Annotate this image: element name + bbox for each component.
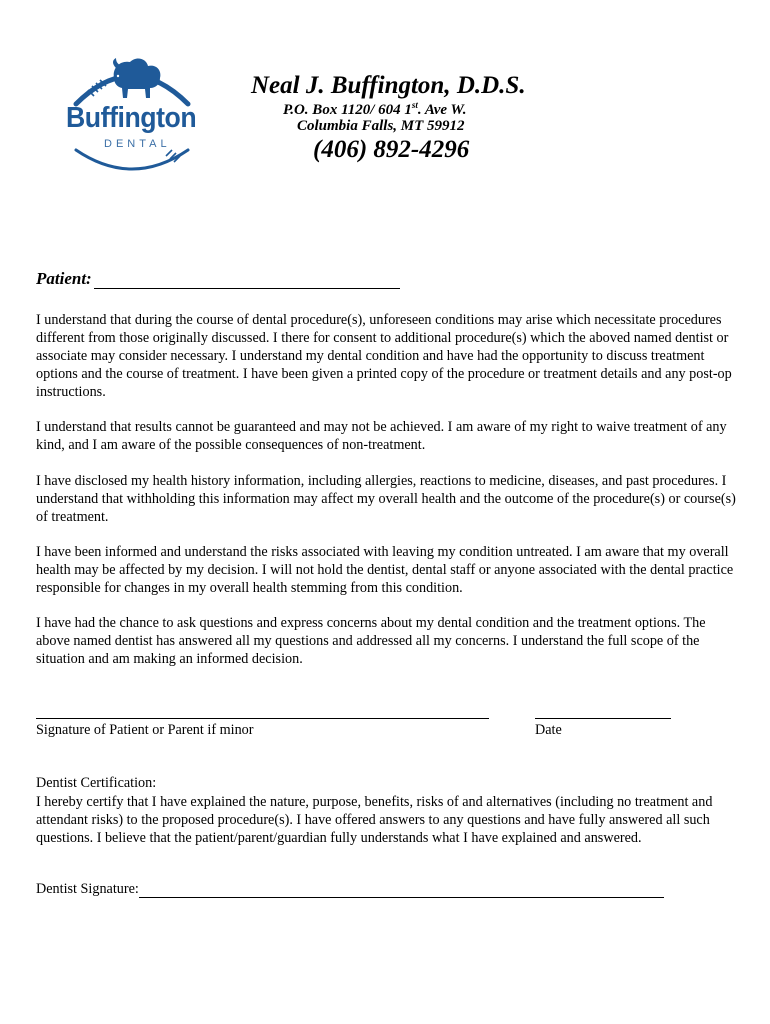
- address-line-1: P.O. Box 1120/ 604 1st. Ave W.: [283, 100, 467, 118]
- consent-paragraph-2: I understand that results cannot be guaranteed and may not be achieved. I am aware of my right to waive treatment of any kind, and I am aware of the possible consequences of non-treatment.: [36, 419, 727, 453]
- patient-signature-line[interactable]: [36, 718, 489, 719]
- patient-label: Patient:: [36, 269, 92, 288]
- dentist-signature-label: Dentist Signature:: [36, 881, 139, 897]
- date-label: Date: [535, 722, 562, 738]
- date-line[interactable]: [535, 718, 671, 719]
- consent-paragraph-3: I have disclosed my health history information, including allergies, reactions to medicine, diseases, and past procedures. I understand that withholding this information may affect my overall health and the outcome of the procedure(s) or course(s) of treatment.: [36, 473, 736, 525]
- logo-wordmark: Buffington: [66, 102, 197, 134]
- consent-paragraph-4: I have been informed and understand the risks associated with leaving my condition untreated. I am aware that my overall health may be affected by my decision. I will not hold the dentist, dental staff or anyone associated with the dental practice responsible for changes in my overall health stemming from this condition.: [36, 544, 734, 596]
- certification-heading: Dentist Certification:: [36, 775, 157, 791]
- patient-name-line[interactable]: [94, 270, 400, 289]
- logo-bottom-arc: [76, 150, 188, 169]
- patient-field: [36, 269, 400, 289]
- address-line-2: Columbia Falls, MT 59912: [297, 118, 465, 134]
- consent-paragraph-1: I understand that during the course of dental procedure(s), unforeseen conditions may arise which necessitate procedures different from those originally discussed. I there for consent to additional procedure(s) which the aboved named dentist or associate may consider necessary. I understand my dental condition and have had the opportunity to discuss treatment options and the course of treatment. I have been given a printed copy of the procedure or treatment details and any post-op instructions.: [36, 312, 732, 400]
- certification-text: I hereby certify that I have explained the nature, purpose, benefits, risks of and alternatives (including no treatment and attendant risks) to the proposed procedure(s). I have offered answers to any questions and have fully answered all such questions. I believe that the patient/parent/guardian fully understands what I have explained and answered.: [36, 794, 713, 846]
- dentist-signature-field: [36, 881, 664, 898]
- dentist-name: Neal J. Buffington, D.D.S.: [251, 72, 526, 99]
- patient-signature-label: Signature of Patient or Parent if minor: [36, 722, 254, 738]
- buffalo-icon: [113, 58, 160, 98]
- phone-number: (406) 892-4296: [313, 136, 470, 163]
- consent-paragraph-5: I have had the chance to ask questions and express concerns about my dental condition and the treatment options. The above named dentist has answered all my questions and addressed all my concerns. I understand the full scope of the situation and am making an informed decision.: [36, 615, 706, 667]
- dentist-signature-line[interactable]: [139, 883, 664, 898]
- logo-subtitle: DENTAL: [104, 138, 171, 150]
